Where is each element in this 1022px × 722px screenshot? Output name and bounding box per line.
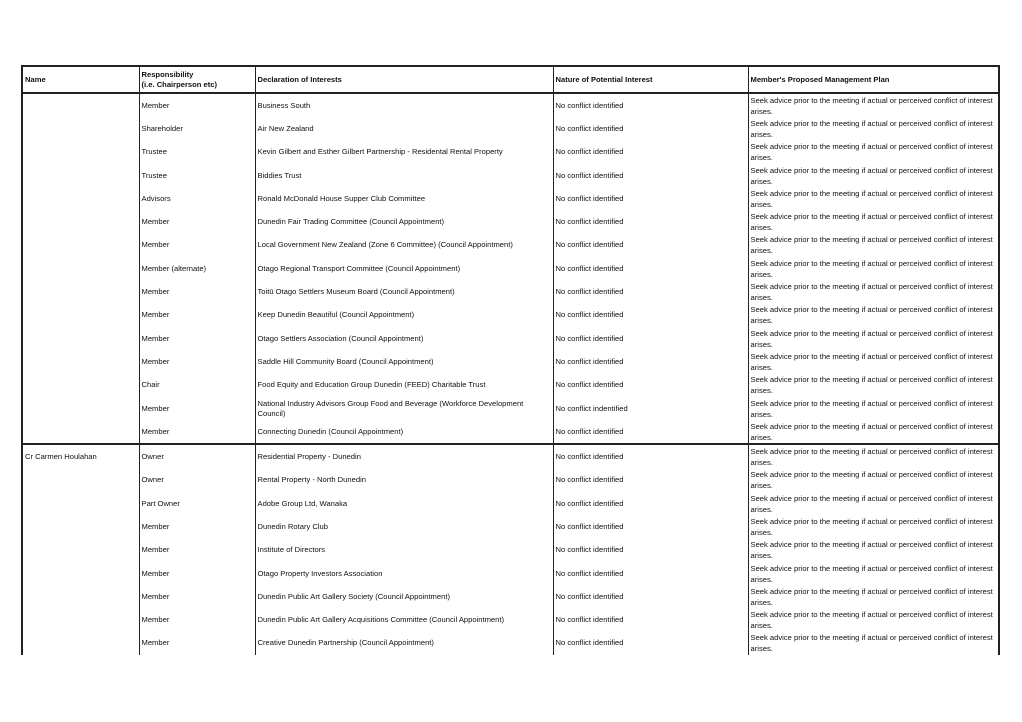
- member-name-cell: [22, 632, 139, 655]
- table-row: [22, 469, 999, 492]
- management-plan-cell: Seek advice prior to the meeting if actual or perceived conflict of interest arises.: [748, 141, 999, 164]
- management-plan-cell: Seek advice prior to the meeting if actual or perceived conflict of interest arises.: [748, 585, 999, 608]
- responsibility-cell: Member: [139, 350, 255, 373]
- member-name-cell: [22, 585, 139, 608]
- management-plan-cell: Seek advice prior to the meeting if actual or perceived conflict of interest arises.: [748, 350, 999, 373]
- member-name-cell: [22, 539, 139, 562]
- table-row: [22, 515, 999, 538]
- management-plan-cell: Seek advice prior to the meeting if actual or perceived conflict of interest arises.: [748, 539, 999, 562]
- nature-cell: No conflict identified: [553, 141, 748, 164]
- declaration-cell: Rental Property - North Dunedin: [255, 469, 553, 492]
- member-name-cell: [22, 117, 139, 140]
- declaration-cell: Residential Property - Dunedin: [255, 444, 553, 468]
- header-responsibility-line1: Responsibility: [141, 69, 194, 79]
- management-plan-cell: Seek advice prior to the meeting if actual or perceived conflict of interest arises.: [748, 374, 999, 397]
- responsibility-cell: Member: [139, 397, 255, 420]
- table-row: [22, 117, 999, 140]
- declaration-cell: Connecting Dunedin (Council Appointment): [255, 420, 553, 444]
- declaration-cell: Adobe Group Ltd, Wanaka: [255, 492, 553, 515]
- declaration-cell: Kevin Gilbert and Esther Gilbert Partnership - Residental Rental Property: [255, 141, 553, 164]
- nature-cell: No conflict identified: [553, 469, 748, 492]
- declaration-cell: Otago Settlers Association (Council Appointment): [255, 327, 553, 350]
- member-name-cell: [22, 234, 139, 257]
- nature-cell: No conflict identified: [553, 280, 748, 303]
- header-declaration: Declaration of Interests: [255, 66, 553, 93]
- member-name-cell: [22, 609, 139, 632]
- member-name-cell: [22, 374, 139, 397]
- table-row: [22, 327, 999, 350]
- management-plan-cell: Seek advice prior to the meeting if actual or perceived conflict of interest arises.: [748, 562, 999, 585]
- nature-cell: No conflict identified: [553, 257, 748, 280]
- nature-cell: No conflict identified: [553, 515, 748, 538]
- member-name-cell: [22, 420, 139, 444]
- management-plan-cell: Seek advice prior to the meeting if actual or perceived conflict of interest arises.: [748, 234, 999, 257]
- nature-cell: No conflict identified: [553, 117, 748, 140]
- nature-cell: No conflict identified: [553, 234, 748, 257]
- table-row: [22, 93, 999, 117]
- member-name-cell: [22, 350, 139, 373]
- responsibility-cell: Member: [139, 539, 255, 562]
- member-name-cell: [22, 93, 139, 117]
- management-plan-cell: Seek advice prior to the meeting if actual or perceived conflict of interest arises.: [748, 515, 999, 538]
- nature-cell: No conflict identified: [553, 187, 748, 210]
- table-row: [22, 420, 999, 444]
- nature-cell: No conflict identified: [553, 350, 748, 373]
- nature-cell: No conflict identified: [553, 304, 748, 327]
- table-row: [22, 210, 999, 233]
- member-name-cell: [22, 397, 139, 420]
- responsibility-cell: Member: [139, 562, 255, 585]
- responsibility-cell: Shareholder: [139, 117, 255, 140]
- management-plan-cell: Seek advice prior to the meeting if actual or perceived conflict of interest arises.: [748, 609, 999, 632]
- member-name-cell: [22, 515, 139, 538]
- management-plan-cell: Seek advice prior to the meeting if actual or perceived conflict of interest arises.: [748, 210, 999, 233]
- declaration-cell: National Industry Advisors Group Food and Beverage (Workforce Development Council): [255, 397, 553, 420]
- nature-cell: No conflict identified: [553, 585, 748, 608]
- nature-cell: No conflict identified: [553, 444, 748, 468]
- member-name-cell: [22, 492, 139, 515]
- table-row: [22, 397, 999, 420]
- nature-cell: No conflict identified: [553, 539, 748, 562]
- nature-cell: No conflict identified: [553, 210, 748, 233]
- declaration-cell: Otago Property Investors Association: [255, 562, 553, 585]
- management-plan-cell: Seek advice prior to the meeting if actual or perceived conflict of interest arises.: [748, 632, 999, 655]
- management-plan-cell: Seek advice prior to the meeting if actual or perceived conflict of interest arises.: [748, 280, 999, 303]
- header-nature: Nature of Potential Interest: [553, 66, 748, 93]
- declaration-cell: Air New Zealand: [255, 117, 553, 140]
- table-row: [22, 257, 999, 280]
- interests-register-sheet: [21, 65, 998, 655]
- management-plan-cell: Seek advice prior to the meeting if actual or perceived conflict of interest arises.: [748, 93, 999, 117]
- table-row: [22, 562, 999, 585]
- declaration-cell: Food Equity and Education Group Dunedin (FEED) Charitable Trust: [255, 374, 553, 397]
- table-row: [22, 350, 999, 373]
- header-responsibility: [139, 66, 255, 93]
- management-plan-cell: Seek advice prior to the meeting if actual or perceived conflict of interest arises.: [748, 469, 999, 492]
- nature-cell: No conflict identified: [553, 492, 748, 515]
- management-plan-cell: Seek advice prior to the meeting if actual or perceived conflict of interest arises.: [748, 164, 999, 187]
- member-name-cell: [22, 257, 139, 280]
- member-name-cell: Cr Carmen Houlahan: [22, 444, 139, 468]
- table-row: [22, 280, 999, 303]
- table-row: [22, 632, 999, 655]
- management-plan-cell: Seek advice prior to the meeting if actual or perceived conflict of interest arises.: [748, 397, 999, 420]
- declaration-cell: Biddies Trust: [255, 164, 553, 187]
- responsibility-cell: Member: [139, 234, 255, 257]
- member-name-cell: [22, 164, 139, 187]
- declaration-cell: Dunedin Public Art Gallery Society (Council Appointment): [255, 585, 553, 608]
- declaration-cell: Saddle Hill Community Board (Council Appointment): [255, 350, 553, 373]
- nature-cell: No conflict identified: [553, 327, 748, 350]
- responsibility-cell: Member: [139, 280, 255, 303]
- declaration-cell: Dunedin Fair Trading Committee (Council Appointment): [255, 210, 553, 233]
- table-row: [22, 141, 999, 164]
- member-name-cell: [22, 187, 139, 210]
- responsibility-cell: Trustee: [139, 141, 255, 164]
- declaration-cell: Keep Dunedin Beautiful (Council Appointment): [255, 304, 553, 327]
- declaration-cell: Toitū Otago Settlers Museum Board (Council Appointment): [255, 280, 553, 303]
- nature-cell: No conflict identified: [553, 93, 748, 117]
- responsibility-cell: Member (alternate): [139, 257, 255, 280]
- management-plan-cell: Seek advice prior to the meeting if actual or perceived conflict of interest arises.: [748, 327, 999, 350]
- responsibility-cell: Member: [139, 632, 255, 655]
- nature-cell: No conflict identified: [553, 562, 748, 585]
- responsibility-cell: Owner: [139, 469, 255, 492]
- responsibility-cell: Owner: [139, 444, 255, 468]
- responsibility-cell: Chair: [139, 374, 255, 397]
- responsibility-cell: Member: [139, 420, 255, 444]
- table-row: [22, 492, 999, 515]
- table-row: [22, 539, 999, 562]
- nature-cell: No conflict identified: [553, 374, 748, 397]
- table-row: [22, 164, 999, 187]
- table-row: [22, 304, 999, 327]
- table-row: [22, 585, 999, 608]
- responsibility-cell: Member: [139, 609, 255, 632]
- table-row: [22, 609, 999, 632]
- responsibility-cell: Member: [139, 304, 255, 327]
- table-row: [22, 187, 999, 210]
- member-name-cell: [22, 280, 139, 303]
- management-plan-cell: Seek advice prior to the meeting if actual or perceived conflict of interest arises.: [748, 492, 999, 515]
- header-plan: Member's Proposed Management Plan: [748, 66, 999, 93]
- interests-table: [21, 65, 1000, 655]
- management-plan-cell: Seek advice prior to the meeting if actual or perceived conflict of interest arises.: [748, 420, 999, 444]
- declaration-cell: Dunedin Public Art Gallery Acquisitions Committee (Council Appointment): [255, 609, 553, 632]
- nature-cell: No conflict identified: [553, 420, 748, 444]
- nature-cell: No conflict identified: [553, 632, 748, 655]
- management-plan-cell: Seek advice prior to the meeting if actual or perceived conflict of interest arises.: [748, 444, 999, 468]
- header-name: Name: [22, 66, 139, 93]
- member-name-cell: [22, 141, 139, 164]
- member-name-cell: [22, 304, 139, 327]
- declaration-cell: Ronald McDonald House Supper Club Committee: [255, 187, 553, 210]
- declaration-cell: Creative Dunedin Partnership (Council Appointment): [255, 632, 553, 655]
- header-row: [22, 66, 999, 93]
- table-row: [22, 444, 999, 468]
- responsibility-cell: Member: [139, 93, 255, 117]
- member-name-cell: [22, 210, 139, 233]
- declaration-cell: Business South: [255, 93, 553, 117]
- management-plan-cell: Seek advice prior to the meeting if actual or perceived conflict of interest arises.: [748, 117, 999, 140]
- management-plan-cell: Seek advice prior to the meeting if actual or perceived conflict of interest arises.: [748, 187, 999, 210]
- responsibility-cell: Advisors: [139, 187, 255, 210]
- member-name-cell: [22, 327, 139, 350]
- nature-cell: No conflict indentified: [553, 397, 748, 420]
- responsibility-cell: Member: [139, 585, 255, 608]
- table-row: [22, 374, 999, 397]
- declaration-cell: Otago Regional Transport Committee (Council Appointment): [255, 257, 553, 280]
- responsibility-cell: Part Owner: [139, 492, 255, 515]
- responsibility-cell: Member: [139, 210, 255, 233]
- responsibility-cell: Member: [139, 515, 255, 538]
- nature-cell: No conflict identified: [553, 164, 748, 187]
- member-name-cell: [22, 469, 139, 492]
- management-plan-cell: Seek advice prior to the meeting if actual or perceived conflict of interest arises.: [748, 304, 999, 327]
- declaration-cell: Local Government New Zealand (Zone 6 Committee) (Council Appointment): [255, 234, 553, 257]
- table-row: [22, 234, 999, 257]
- declaration-cell: Institute of Directors: [255, 539, 553, 562]
- responsibility-cell: Trustee: [139, 164, 255, 187]
- header-responsibility-line2: (i.e. Chairperson etc): [141, 79, 218, 89]
- member-name-cell: [22, 562, 139, 585]
- management-plan-cell: Seek advice prior to the meeting if actual or perceived conflict of interest arises.: [748, 257, 999, 280]
- responsibility-cell: Member: [139, 327, 255, 350]
- table-body: [22, 93, 999, 655]
- nature-cell: No conflict identified: [553, 609, 748, 632]
- declaration-cell: Dunedin Rotary Club: [255, 515, 553, 538]
